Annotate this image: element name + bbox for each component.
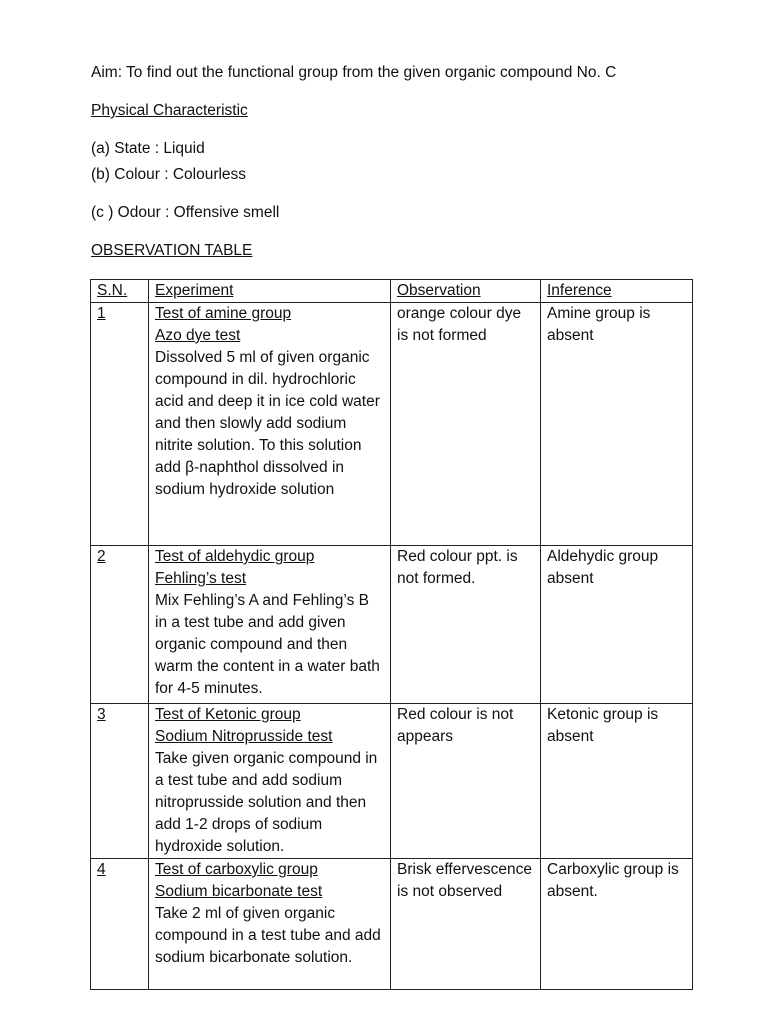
row-inference: Aldehydic group absent bbox=[541, 546, 693, 704]
procedure-text: Mix Fehling’s A and Fehling’s B in a test tube and add given organic compound and then warm the content in a water bath for 4-5 minutes. bbox=[155, 592, 380, 697]
row-inference: Carboxylic group is absent. bbox=[541, 859, 693, 990]
odour-line: (c ) Odour : Offensive smell bbox=[91, 204, 280, 221]
header-observation: Observation bbox=[391, 280, 541, 303]
procedure-text: Take given organic compound in a test tube and add sodium nitroprusside solution and then add 1-2 drops of sodium hydroxide solution. bbox=[155, 750, 378, 855]
procedure-text: Take 2 ml of given organic compound in a test tube and add sodium bicarbonate solution. bbox=[155, 905, 381, 966]
row-experiment bbox=[149, 546, 391, 704]
row-sn: 3 bbox=[91, 704, 149, 859]
row-observation: Brisk effervescence is not observed bbox=[391, 859, 541, 990]
table-heading: OBSERVATION TABLE bbox=[91, 242, 253, 259]
header-inference: Inference bbox=[541, 280, 693, 303]
row-sn: 2 bbox=[91, 546, 149, 704]
observation-table bbox=[90, 279, 693, 990]
test-name: Test of Ketonic group bbox=[155, 706, 301, 723]
subtest-name: Fehling’s test bbox=[155, 570, 247, 587]
row-observation: Red colour ppt. is not formed. bbox=[391, 546, 541, 704]
header-sn: S.N. bbox=[91, 280, 149, 303]
row-experiment bbox=[149, 704, 391, 859]
test-name: Test of carboxylic group bbox=[155, 861, 318, 878]
subtest-name: Sodium Nitroprusside test bbox=[155, 728, 333, 745]
colour-line: (b) Colour : Colourless bbox=[91, 166, 247, 183]
row-inference: Amine group is absent bbox=[541, 303, 693, 546]
row-experiment bbox=[149, 303, 391, 546]
header-experiment: Experiment bbox=[149, 280, 391, 303]
subtest-name: Sodium bicarbonate test bbox=[155, 883, 323, 900]
table-header-row bbox=[91, 280, 693, 303]
procedure-text: Dissolved 5 ml of given organic compound in dil. hydrochloric acid and deep it in ice cold water and then slowly add sodium nitrite solution. To this solution add β-naphthol dissolved in sodium hydroxide solution bbox=[155, 349, 380, 498]
row-observation: orange colour dye is not formed bbox=[391, 303, 541, 546]
subtest-name: Azo dye test bbox=[155, 327, 241, 344]
table-row bbox=[91, 859, 693, 990]
state-line: (a) State : Liquid bbox=[91, 140, 205, 157]
physical-heading: Physical Characteristic bbox=[91, 102, 248, 119]
table-row bbox=[91, 546, 693, 704]
row-inference: Ketonic group is absent bbox=[541, 704, 693, 859]
test-name: Test of amine group bbox=[155, 305, 292, 322]
row-sn: 4 bbox=[91, 859, 149, 990]
table-row bbox=[91, 303, 693, 546]
row-experiment bbox=[149, 859, 391, 990]
test-name: Test of aldehydic group bbox=[155, 548, 315, 565]
row-observation: Red colour is not appears bbox=[391, 704, 541, 859]
table-row bbox=[91, 704, 693, 859]
aim-text: Aim: To find out the functional group from the given organic compound No. C bbox=[91, 64, 617, 81]
row-sn: 1 bbox=[91, 303, 149, 546]
